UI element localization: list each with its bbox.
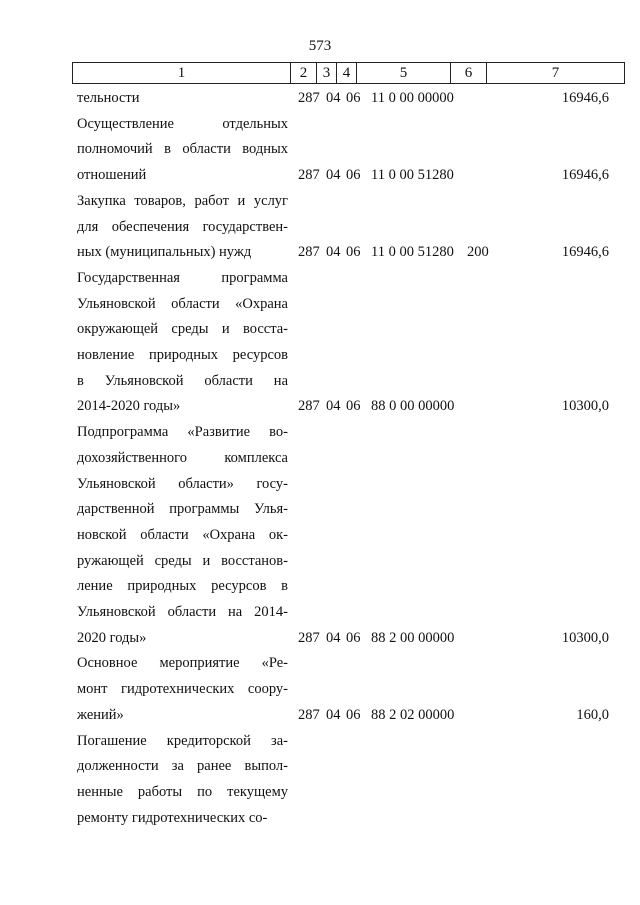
description-line: дарственной программы Улья-	[77, 501, 288, 518]
expense-type-code: 200	[467, 244, 489, 261]
section-code: 04	[326, 244, 341, 261]
column-header-4: 4	[337, 63, 357, 84]
subsection-code: 06	[346, 244, 361, 261]
description-line: новление природных ресурсов	[77, 347, 288, 364]
section-code: 04	[326, 706, 341, 723]
section-code: 04	[326, 167, 341, 184]
description-line: Подпрограмма «Развитие во-	[77, 424, 288, 441]
target-article-code: 88 0 00 00000	[371, 398, 455, 415]
subsection-code: 06	[346, 167, 361, 184]
section-code: 04	[326, 398, 341, 415]
grbs-code: 287	[298, 90, 320, 107]
description-line: ненные работы по текущему	[77, 783, 288, 800]
column-header-1: 1	[73, 63, 291, 84]
subsection-code: 06	[346, 706, 361, 723]
row-codes	[0, 394, 640, 420]
grbs-code: 287	[298, 398, 320, 415]
amount-value: 16946,6	[561, 90, 609, 107]
table-row	[0, 729, 640, 832]
column-header-5: 5	[357, 63, 451, 84]
row-codes	[0, 806, 640, 832]
column-header-table	[72, 62, 625, 84]
description-line: ление природных ресурсов в	[77, 578, 288, 595]
column-header-7: 7	[487, 63, 625, 84]
subsection-code: 06	[346, 90, 361, 107]
table-row	[0, 651, 640, 728]
table-row	[0, 112, 640, 189]
description-line: окружающей среды и восста-	[77, 321, 288, 338]
description-line: 2014-2020 годы»	[77, 398, 181, 415]
description-line: жений»	[77, 706, 124, 723]
row-codes	[0, 86, 640, 112]
grbs-code: 287	[298, 244, 320, 261]
table-row	[0, 266, 640, 420]
row-codes	[0, 703, 640, 729]
description-line: ремонту гидротехнических со-	[77, 809, 268, 826]
description-line: отношений	[77, 167, 147, 184]
column-header-6: 6	[451, 63, 487, 84]
section-code: 04	[326, 629, 341, 646]
table-row	[0, 189, 640, 266]
target-article-code: 11 0 00 51280	[371, 244, 454, 261]
description-line: Закупка товаров, работ и услуг	[77, 192, 288, 209]
description-line: Погашение кредиторской за-	[77, 732, 288, 749]
description-line: долженности за ранее выпол-	[77, 758, 288, 775]
target-article-code: 88 2 02 00000	[371, 706, 455, 723]
description-line: тельности	[77, 90, 140, 106]
description-line: монт гидротехнических соору-	[77, 681, 288, 698]
column-header-3: 3	[317, 63, 337, 84]
description-line: полномочий в области водных	[77, 141, 288, 158]
row-description	[77, 420, 288, 651]
description-line: дохозяйственного комплекса	[77, 449, 288, 466]
target-article-code: 88 2 00 00000	[371, 629, 455, 646]
budget-rows	[0, 86, 640, 831]
section-code: 04	[326, 90, 341, 107]
row-codes	[0, 163, 640, 189]
row-codes	[0, 240, 640, 266]
target-article-code: 11 0 00 51280	[371, 167, 454, 184]
grbs-code: 287	[298, 706, 320, 723]
column-header-2: 2	[291, 63, 317, 84]
description-line: Ульяновской области» госу-	[77, 475, 288, 492]
subsection-code: 06	[346, 398, 361, 415]
description-line: ных (муниципальных) нужд	[77, 244, 252, 261]
amount-value: 10300,0	[561, 629, 609, 646]
amount-value: 16946,6	[561, 244, 609, 261]
page-number: 573	[308, 38, 332, 54]
description-line: Основное мероприятие «Ре-	[77, 655, 288, 672]
subsection-code: 06	[346, 629, 361, 646]
description-line: Ульяновской области на 2014-	[77, 604, 288, 621]
description-line: новской области «Охрана ок-	[77, 526, 288, 543]
amount-value: 160,0	[576, 706, 609, 723]
description-line: ружающей среды и восстанов-	[77, 552, 288, 569]
table-row	[0, 86, 640, 112]
description-line: в Ульяновской области на	[77, 372, 288, 389]
description-line: 2020 годы»	[77, 629, 147, 646]
target-article-code: 11 0 00 00000	[371, 90, 454, 107]
grbs-code: 287	[298, 167, 320, 184]
description-line: для обеспечения государствен-	[77, 218, 288, 235]
amount-value: 10300,0	[561, 398, 609, 415]
row-codes	[0, 626, 640, 652]
amount-value: 16946,6	[561, 167, 609, 184]
table-row	[0, 420, 640, 651]
description-line: Государственная программа	[77, 269, 288, 286]
column-header-row	[73, 63, 625, 84]
description-line: Осуществление отдельных	[77, 115, 288, 132]
description-line: Ульяновской области «Охрана	[77, 295, 288, 312]
grbs-code: 287	[298, 629, 320, 646]
